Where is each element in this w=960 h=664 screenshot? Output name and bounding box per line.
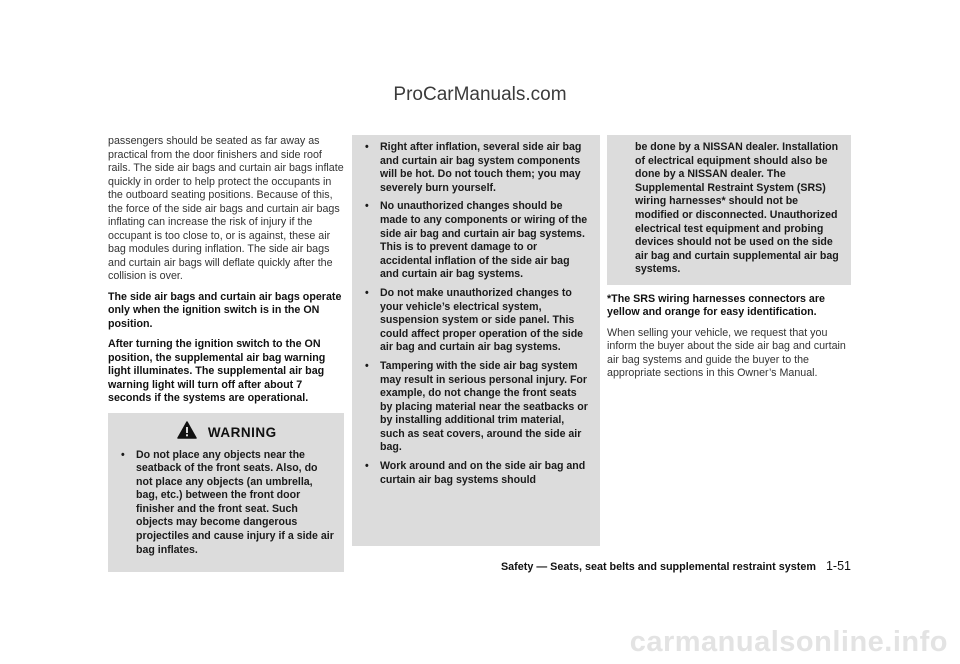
bullet: • xyxy=(365,286,369,299)
intro-paragraph: passengers should be seated as far away as practical from the door finishers and side roof rails. The side air bags and curtain air bags inflate quickly in order to help protect the occupants in the outboard seating positions. Because of this, the force of the side air bags and curtain air bags inflating can increase the risk of injury if the occupant is too close to, or is against, these air bag modules during inflation. The side air bags and curtain air bags will deflate quickly after the collision is over. xyxy=(108,135,344,282)
selling-paragraph: When selling your vehicle, we request that you inform the buyer about the side air bag and curtain air bag systems and guide the buyer to the appropriate sections in this Owner’s Manual. xyxy=(607,326,846,380)
warning-item: • Do not make unauthorized changes to your vehicle’s electrical system, suspension system or side panel. This could affect proper operation of the side air bag and curtain air bag systems. xyxy=(365,286,584,354)
footer-section-title: Safety — Seats, seat belts and supplemental restraint system xyxy=(500,561,816,573)
wiring-note: *The SRS wiring harnesses connectors are yellow and orange for easy identification. xyxy=(607,292,825,319)
warning-continuation: be done by a NISSAN dealer. Installation of electrical equipment should also be done by a NISSAN dealer. The Supplemental Restraint System (SRS) wiring harnesses* should not be modified or disconnected. Unauthorized electrical test equipment and probing devices should not be used on the side air bag and curtain supplemental air bag systems. xyxy=(635,141,839,276)
warning-title: WARNING xyxy=(207,425,277,440)
watermark-top: ProCarManuals.com xyxy=(393,84,567,105)
bullet: • xyxy=(365,359,369,372)
warning-header xyxy=(120,421,334,443)
warning-item: • Right after inflation, several side air bag and curtain air bag system components will be hot. Do not touch them; you may severely burn yourself. xyxy=(365,141,582,194)
column-middle xyxy=(352,135,600,546)
warning-item: • Do not place any objects near the seatback of the front seats. Also, do not place any objects (an umbrella, bag, etc.) between the front door finisher and the front seat. Such objects may become dangerous projectiles and cause injury if a side air bag inflates. xyxy=(121,448,334,556)
page-number: 1-51 xyxy=(825,559,851,573)
warning-box-continued xyxy=(607,135,851,285)
page-footer xyxy=(501,559,851,573)
warning-item: • Work around and on the side air bag and curtain air bag systems should xyxy=(365,460,586,486)
column-right xyxy=(607,135,851,388)
bullet: • xyxy=(365,460,369,473)
bullet: • xyxy=(365,141,369,153)
bullet: • xyxy=(365,200,369,213)
warning-item: • No unauthorized changes should be made to any components or wiring of the side air bag and curtain air bag systems. This is to prevent damage to or accidental inflation of the side air bag and curtain air bag systems. xyxy=(365,200,588,281)
bullet: • xyxy=(121,448,125,461)
warning-light-note: After turning the ignition switch to the ON position, the supplemental air bag warning light illuminates. The supplemental air bag warning light will turn off after about 7 seconds if the systems are operational. xyxy=(108,338,326,404)
ignition-note: The side air bags and curtain air bags operate only when the ignition switch is in the ON position. xyxy=(108,290,342,330)
warning-box xyxy=(108,413,344,573)
warning-item: • Tampering with the side air bag system may result in serious personal injury. For example, do not change the front seats by placing material near the seatbacks or by installing additional trim material, such as seat covers, around the side air bag. xyxy=(365,359,588,454)
watermark-bottom: carmanualsonline.info xyxy=(629,626,948,658)
warning-triangle-icon xyxy=(177,421,197,446)
warning-box-continued xyxy=(352,135,600,546)
column-left xyxy=(108,135,344,572)
